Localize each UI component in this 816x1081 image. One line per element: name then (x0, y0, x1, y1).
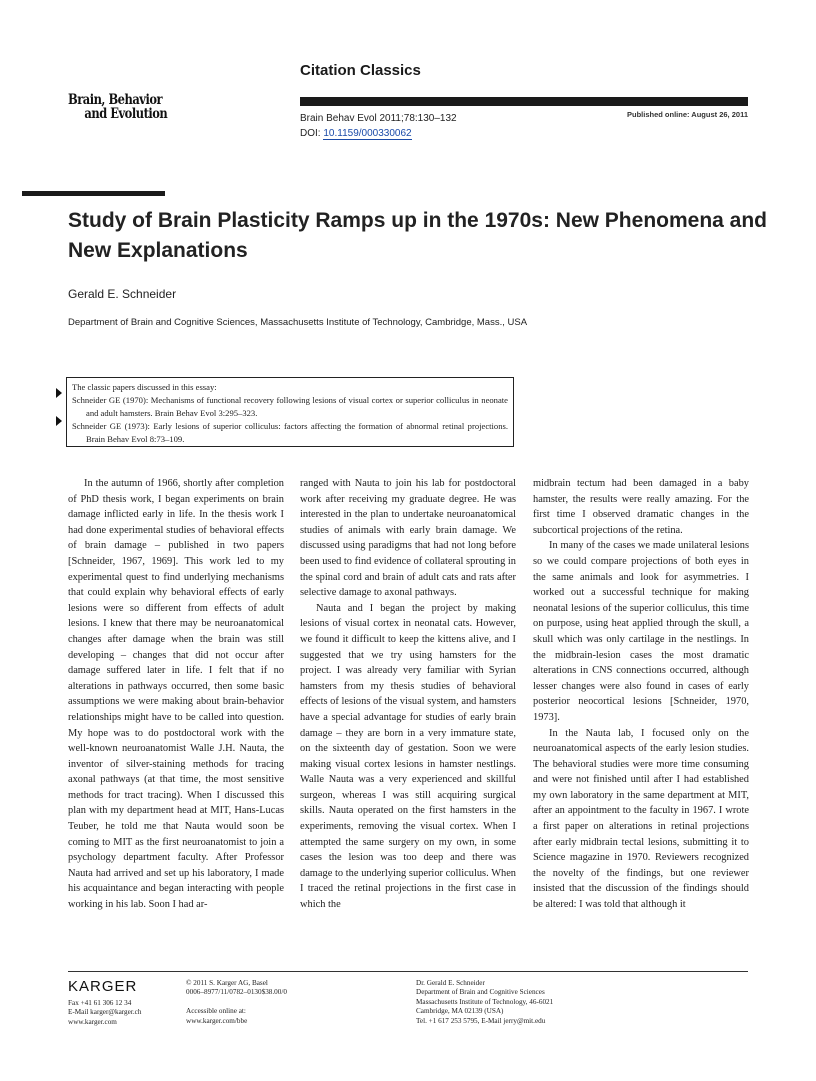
copyright-line: © 2011 S. Karger AG, Basel (186, 979, 268, 987)
body-column-3 (533, 476, 749, 946)
journal-logo (68, 93, 167, 121)
publisher-logo: KARGER (68, 978, 138, 995)
author-affiliation: Department of Brain and Cognitive Sciences, Massachusetts Institute of Technology, Cambridge, Mass., USA (68, 317, 528, 328)
footer-rule (68, 971, 748, 972)
spacer (186, 998, 287, 1007)
ref-2-arrow-icon (56, 416, 62, 426)
body-column-2 (300, 476, 516, 946)
doi-link[interactable]: 10.1159/000330062 (323, 128, 412, 139)
body-column-1 (68, 476, 284, 946)
citation-info (300, 111, 457, 141)
paragraph: In the Nauta lab, I focused only on the neuroanatomical aspects of the early lesion studies. The behavioral studies were more time consuming and were not finished until after I had established my own laboratory in the same department at MIT, after an appointment to the faculty in 1967. I wrote a first paper on alterations in retinal projections after early midbrain tectal lesions, submitting it to Science magazine in 1970. Reviewers recognized the novelty of the findings, but one reviewer insisted that the discussion of the findings should be altered: I was told that although it (533, 727, 749, 911)
article-title: Study of Brain Plasticity Ramps up in the 1970s: New Phenomena and New Explanations (68, 209, 767, 262)
correspondence-inst: Massachusetts Institute of Technology, 46-6021 (416, 997, 554, 1006)
accessible-url[interactable]: www.karger.com/bbe (186, 1016, 248, 1025)
journal-logo-line-1: Brain, Behavior (68, 92, 163, 108)
paragraph: In many of the cases we made unilateral lesions so we could compare projections of both eyes in the same animals and look for asymmetries. I worked out a successful technique for making neonatal lesions of the superior colliculus, this time on purpose, using heat applied through the skull, a skull which was only cartilage in the nestlings. In the midbrain-lesion cases the most dramatic alterations in CNS connections occurred, although lesser changes were also found in cases of early posterior neocortical lesions [Schneider, 1970, 1973]. (533, 540, 749, 723)
correspondence-block (416, 979, 553, 1026)
copyright-block (186, 979, 287, 1026)
correspondence-dept: Department of Brain and Cognitive Sciences (416, 988, 545, 997)
paragraph: ranged with Nauta to join his lab for postdoctoral work after receiving my graduate degree. He was interested in the plan to undertake neuroanatomical studies of animals with early brain damage. We discussed using paradigms that had not long before been used to find evidence of collateral sprouting in the spinal cord and brain of adult cats and rats after selective damage to axonal pathways. (300, 478, 516, 599)
paragraph: midbrain tectum had been damaged in a baby hamster, the results were really amazing. For the first time I observed dramatic changes in the subcortical projections of the retina. (533, 478, 749, 536)
publisher-website[interactable]: www.karger.com (68, 1017, 117, 1026)
classic-paper-ref[interactable]: Schneider GE (1970): Mechanisms of functional recovery following lesions of visual cortex or superior colliculus in neonate and adult hamsters. Brain Behav Evol 3:295–323. (72, 395, 508, 418)
correspondence-name: Dr. Gerald E. Schneider (416, 979, 485, 987)
ref-1-arrow-icon (56, 388, 62, 398)
publisher-contact (68, 999, 141, 1027)
article-author: Gerald E. Schneider (68, 287, 177, 301)
publisher-email[interactable]: E-Mail karger@karger.ch (68, 1008, 142, 1017)
classic-papers-box (66, 377, 514, 447)
paragraph: Nauta and I began the project by making lesions of visual cortex in neonatal cats. However, we found it difficult to keep the kittens alive, and I suggested that we try using hamsters for the project. I was already very familiar with Syrian hamsters from my thesis studies of behavioral effects of lesions of the visual system, and hamsters have a special advantage for studies of early brain damage – they are born in a very immature state, on the sixteenth day of gestation. Soon we were making visual cortex lesions in hamster nestlings. Walle Nauta was a very experienced and skillful surgeon, whereas I was still acquiring surgical skills. Nauta operated on the first hamsters in the experiments, removing the visual cortex. When I attempted the same surgery on my own, in some cases the lesion was too deep and there was damage to the underlying superior colliculus. When I traced the retinal projections in the first case in which the (300, 602, 516, 911)
section-label: Citation Classics (300, 62, 421, 79)
classic-paper-ref[interactable]: Schneider GE (1973): Early lesions of superior colliculus: factors affecting the formation of abnormal retinal projections. Brain Behav Evol 8:73–109. (72, 421, 508, 444)
article-code: 0006–8977/11/0782–0130$38.00/0 (186, 988, 287, 997)
correspondence-city: Cambridge, MA 02139 (USA) (416, 1007, 504, 1016)
correspondence-contact[interactable]: Tel. +1 617 253 5795, E-Mail jerry@mit.edu (416, 1016, 546, 1025)
publisher-fax: Fax +41 61 306 12 34 (68, 999, 132, 1007)
published-date: Published online: August 26, 2011 (627, 110, 748, 119)
journal-citation: Brain Behav Evol 2011;78:130–132 (300, 113, 457, 124)
journal-logo-line-2: and Evolution (84, 106, 168, 122)
classic-papers-heading: The classic papers discussed in this essay: (72, 382, 217, 392)
paragraph: In the autumn of 1966, shortly after completion of PhD thesis work, I began experiments on brain damage inflicted early in life. In the thesis work I had done experimental studies of behavioral effects of brain damage – published in two papers [Schneider, 1967, 1969]. This work led to my experimental quest to find underlying mechanisms that could explain why behavioral effects of early lesions were so different from effects of adult lesions. I knew that there may be neuroanatomical changes after damage when the brain was still developing – changes that did not occur after damage suffered later in life. I felt that if no alterations in pathways occurred, then some basic assumptions we were making about brain-behavior relationships might have to be called into question. My hope was to do postdoctoral work with the well-known neuroanatomist Walle J.H. Nauta, the inventor of silver-staining methods for tracing axonal pathways (at that time, the most sensitive methods for tract tracing). When I discussed this plan with my department head at MIT, Hans-Lucas Teuber, he told me that Nauta would soon be coming to MIT as the first neuroanatomist to join a psychology department faculty. After Professor Nauta had arrived and set up his laboratory, I made his acquaintance and began interacting with people working in his lab. Soon I had ar- (68, 478, 284, 911)
accessible-label: Accessible online at: (186, 1007, 246, 1016)
header-rule (300, 97, 748, 106)
doi-label: DOI: (300, 128, 321, 139)
title-accent-bar (22, 191, 165, 196)
doi-line (300, 126, 457, 141)
